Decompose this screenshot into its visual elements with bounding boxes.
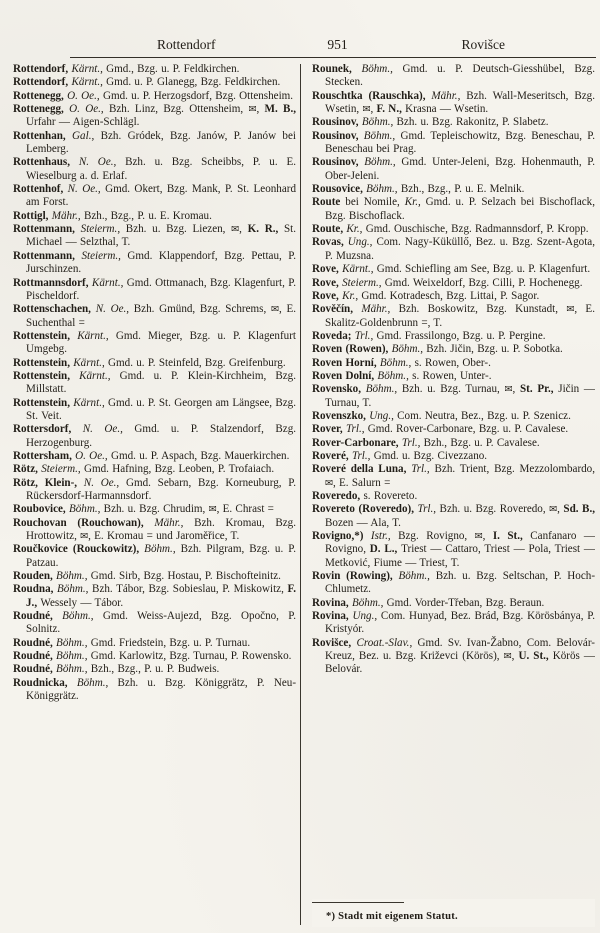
entry-text: Gmd. Tepleischowitz, Bzg. Beneschau, P. Beneschau bei Prag.: [325, 129, 595, 156]
entry-text: Gmd. Unter-Jeleni, Bzg. Hohenmauth, P. Ober-Jeleni.: [325, 156, 595, 182]
entry-text: Triest — Cattaro, Triest — Pola, Triest — Metković, Fiume — Triest, T.: [325, 543, 595, 569]
entry-region-abbrev: Böhm.,: [365, 383, 402, 396]
entry-region-abbrev: Böhm.,: [379, 356, 415, 369]
entry-region-abbrev: Ung.,: [347, 236, 377, 249]
gazetteer-entry: [13, 357, 296, 370]
entry-region-abbrev: Böhm.,: [56, 636, 91, 649]
entry-headword: Rove,: [312, 263, 343, 276]
entry-railway-abbrev: F. J.,: [26, 583, 296, 609]
gazetteer-entry: [312, 503, 595, 530]
entry-region-abbrev: Trl.,: [345, 423, 368, 436]
gazetteer-entry: [13, 277, 296, 304]
entry-headword: Rovereto (Roveredo),: [312, 503, 418, 516]
entry-headword: Roveré della Luna,: [312, 463, 412, 476]
entry-headword: Roudna,: [13, 583, 57, 596]
gazetteer-entry: [13, 156, 296, 183]
entry-text: St. Michael — Selzthal, T.: [26, 223, 296, 249]
entry-headword: Rottenstein,: [13, 329, 78, 342]
post-horn-icon: ✉: [362, 104, 371, 116]
gazetteer-entry: [13, 663, 296, 676]
entry-headword: Rounek,: [312, 63, 362, 75]
entry-region-abbrev: Böhm.,: [56, 570, 91, 583]
gazetteer-entry: [13, 503, 296, 516]
gazetteer-entry: [13, 370, 296, 397]
entry-region-abbrev: Kärnt.,: [71, 76, 107, 89]
entry-text: Gmd. Okert, Bzg. Mank, P. St. Leonhard am Forst.: [26, 183, 296, 209]
entry-text: Canfanaro — Rovigno,: [325, 530, 595, 556]
gazetteer-entry: [13, 397, 296, 424]
entry-headword: Rove,: [312, 289, 343, 302]
post-horn-icon: ✉: [80, 531, 89, 543]
entry-railway-abbrev: I. St.,: [492, 530, 531, 543]
entry-text: , E. Suchenthal =: [26, 303, 296, 329]
entry-headword: Roudné,: [13, 610, 63, 623]
entry-region-abbrev: N. Oe.,: [95, 303, 134, 316]
page-number: 951: [327, 37, 348, 52]
gazetteer-entry: [312, 463, 595, 490]
post-horn-icon: ✉: [208, 504, 217, 516]
entry-text: ,: [370, 103, 377, 116]
entry-headword: Roubovice,: [13, 503, 69, 516]
entry-text: Bzg. Rovigno,: [398, 530, 475, 543]
entry-headword: Roveda;: [312, 329, 355, 342]
entry-region-abbrev: Ung.,: [352, 610, 381, 623]
entry-headword: Rottmannsdorf,: [13, 276, 92, 289]
entry-headword: Rover,: [312, 423, 346, 436]
entry-text: Bzh. Gmünd, Bzg. Schrems,: [133, 303, 271, 316]
entry-railway-abbrev: St. Pr.,: [519, 383, 559, 396]
entry-region-abbrev: Croat.-Slav.,: [356, 636, 418, 649]
entry-region-abbrev: N. Oe.,: [78, 156, 126, 169]
entry-text: Gmd. u. P. Herzogsdorf, Bzg. Ottensheim.: [102, 89, 294, 102]
gazetteer-entry: [312, 570, 595, 597]
entry-headword: Roudné,: [13, 636, 57, 649]
entry-text: Gmd., Bzg. u. P. Feldkirchen.: [106, 63, 240, 75]
gazetteer-entry: [312, 277, 595, 290]
entry-headword: Rottenmann,: [13, 249, 82, 262]
entry-headword: Roven Horní,: [312, 356, 380, 369]
entry-text: Gmd. Mieger, Bzg. u. P. Klagenfurt Umgebg.: [26, 329, 296, 356]
gazetteer-entry: [312, 610, 595, 637]
gazetteer-entry: [312, 490, 595, 503]
gazetteer-entry: [13, 543, 296, 570]
entry-text: Bzh. Trient, Bzg. Mezzolombardo,: [434, 463, 595, 476]
gazetteer-entry: [13, 223, 296, 250]
entry-headword: Rottenstein,: [13, 356, 74, 369]
entry-headword: Route: [312, 196, 341, 209]
gazetteer-entry: [312, 290, 595, 303]
footnote: [312, 899, 595, 927]
entry-text: ,: [511, 650, 519, 663]
entry-text: Bzh. u. Bzg. Königgrätz, P. Neu-Königgrätz.: [26, 676, 296, 703]
post-horn-icon: ✉: [270, 304, 279, 316]
entry-text: ,: [557, 503, 564, 516]
gazetteer-entry: [13, 63, 296, 76]
entry-region-abbrev: O. Oe.,: [67, 89, 103, 102]
entry-text: Krasna — Wsetin.: [405, 103, 489, 116]
entry-text: Gmd. Sebarn, Bzg. Korneuburg, P. Rückersdorf-Harmannsdorf.: [26, 476, 296, 502]
gazetteer-entry: [312, 343, 595, 356]
entry-headword: Rouden,: [13, 570, 57, 583]
entry-text: Com. Nagy-Küküllő, Bez. u. Bzg. Szent-Agota, P. Muzsna.: [325, 236, 595, 262]
gazetteer-entry: [312, 330, 595, 343]
entry-headword: Roveredo,: [312, 490, 364, 502]
entry-region-abbrev: N. Oe.,: [82, 423, 135, 436]
entry-region-abbrev: Böhm.,: [62, 610, 103, 623]
gazetteer-entry: [312, 450, 595, 463]
entry-headword: Rötz, Klein-,: [13, 476, 84, 489]
entry-region-abbrev: Gal.,: [72, 129, 101, 142]
entry-headword: Rouchovan (Rouchowan),: [13, 516, 155, 529]
entry-headword: Rousinov,: [312, 116, 362, 129]
entry-text: Gmd. u. P. St. Georgen am Längsee, Bzg. St. Veit.: [26, 396, 296, 422]
entry-headword: Rottigl,: [13, 209, 52, 222]
gazetteer-entry: [312, 637, 595, 677]
entry-text: Gmd. Frassilongo, Bzg. u. P. Pergine.: [376, 329, 546, 342]
entry-text: Gmd. Ottmanach, Bzg. Klagenfurt, P. Pischeldorf.: [26, 276, 296, 302]
entry-railway-abbrev: M. B.,: [264, 103, 296, 116]
entry-headword: Rottenstein,: [13, 369, 80, 382]
entry-text: Gmd. Weiss-Aujezd, Bzg. Opočno, P. Solnitz.: [26, 610, 296, 636]
entry-region-abbrev: Trl.,: [351, 449, 374, 462]
entry-region-abbrev: Kärnt.,: [73, 396, 109, 409]
header-right-catchword: Rovišce: [461, 37, 506, 52]
gazetteer-entry: [13, 423, 296, 450]
entry-headword: Rottenhan,: [13, 129, 73, 142]
header-rule: [70, 57, 596, 58]
gazetteer-entry: [13, 76, 296, 89]
entry-region-abbrev: Kärnt.,: [71, 63, 107, 75]
entry-text: , E. Chrast =: [216, 503, 274, 516]
entry-text: Bzh. u. Bzg. Liezen,: [125, 223, 232, 236]
entry-text: Gmd. u. P. Steinfeld, Bzg. Greifenburg.: [108, 356, 286, 369]
gazetteer-entry: [312, 130, 595, 157]
entry-region-abbrev: Ung.,: [369, 409, 398, 422]
gazetteer-entry: [13, 637, 296, 650]
gazetteer-entry: [312, 530, 595, 570]
gazetteer-entry: [312, 156, 595, 183]
entry-text: Bzh. Jičin, Bzg. u. P. Sobotka.: [426, 343, 563, 356]
gazetteer-entry: [312, 90, 595, 117]
entry-headword: Rottenhof,: [13, 183, 68, 196]
gazetteer-entry: [312, 303, 595, 330]
entry-region-abbrev: O. Oe.,: [75, 449, 111, 462]
gazetteer-entry: [13, 90, 296, 103]
gazetteer-entry: [13, 463, 296, 476]
entry-region-abbrev: N. Oe.,: [67, 183, 106, 196]
gazetteer-entry: [312, 196, 595, 223]
entry-text: Bzh. Pilgram, Bzg. u. P. Patzau.: [26, 543, 296, 569]
entry-railway-abbrev: D. L.,: [369, 543, 402, 556]
entry-railway-abbrev: K. R.,: [247, 223, 284, 236]
entry-text: Jičin — Turnau, T.: [325, 383, 595, 409]
entry-headword: Rottendorf,: [13, 63, 72, 75]
entry-text: Gmd. Vorder-Třeban, Bzg. Beraun.: [386, 596, 545, 609]
entry-region-abbrev: Böhm.,: [361, 116, 397, 129]
entry-region-abbrev: Mähr.,: [361, 303, 399, 316]
entry-text: Bzh. u. Bzg. Rakonitz, P. Slabetz.: [396, 116, 549, 129]
gazetteer-entry: [312, 263, 595, 276]
entry-region-abbrev: Böhm.,: [364, 156, 402, 169]
entry-text: Gmd. Sv. Ivan-Žabno, Com. Belovár-Kreuz, Bez. u. Bzg. Križevci (Körös),: [325, 636, 595, 663]
entry-headword: Rovin (Rowing),: [312, 570, 399, 583]
entry-text: , E. Salurn =: [332, 476, 391, 489]
entry-text: ,: [239, 223, 248, 236]
entry-text: Bzh. u. Bzg. Turnau,: [401, 383, 505, 396]
gazetteer-entry: [13, 183, 296, 210]
entry-region-abbrev: Böhm.,: [68, 503, 104, 516]
entry-region-abbrev: Kr.,: [346, 223, 366, 236]
right-column: [312, 63, 595, 929]
post-horn-icon: ✉: [474, 531, 483, 543]
gazetteer-entry: [13, 677, 296, 704]
gazetteer-entry: [312, 63, 595, 90]
entry-text: Gmd. Sirb, Bzg. Hostau, P. Bischofteinitz.: [90, 570, 281, 583]
entry-region-abbrev: Steierm.,: [342, 276, 385, 289]
entry-text: ,: [256, 103, 265, 116]
entry-text: Gmd. u. Bzg. Civezzano.: [373, 449, 488, 462]
entry-headword: Rovigno,*): [312, 530, 371, 543]
entry-text: Bzh., Bzg., P. u. E. Melnik.: [400, 183, 525, 196]
entry-region-abbrev: Steierm.,: [81, 249, 128, 262]
footnote-rule: [312, 902, 404, 903]
entry-text: Gmd. Kotradesch, Bzg. Littai, P. Sagor.: [361, 289, 540, 302]
entry-region-abbrev: Böhm.,: [361, 63, 403, 75]
gazetteer-entry: [13, 210, 296, 223]
entry-region-abbrev: Mähr.,: [51, 209, 84, 222]
entry-region-abbrev: Trl.,: [411, 463, 435, 476]
entry-headword: Rovina,: [312, 610, 353, 623]
entry-headword: Rottersham,: [13, 449, 76, 462]
entry-text: Körös — Belovár.: [325, 650, 595, 676]
entry-text: Gmd. Friedstein, Bzg. u. P. Turnau.: [90, 636, 251, 649]
entry-headword: Roučkovice (Rouckowitz),: [13, 543, 145, 556]
right-column-entries: [312, 63, 595, 677]
entry-headword: Route,: [312, 223, 347, 236]
entry-region-abbrev: Mähr.,: [154, 516, 195, 529]
entry-text: Bzh. u. Bzg. Scheibbs, P. u. E. Wieselburg a. d. Erlaf.: [26, 156, 296, 182]
entry-text: Bzh. Boskowitz, Bzg. Kunstadt,: [398, 303, 567, 316]
entry-text: Gmd. Schiefling am See, Bzg. u. P. Klagenfurt.: [376, 263, 591, 276]
entry-headword: Rovensko,: [312, 383, 366, 396]
entry-region-abbrev: Böhm.,: [391, 343, 427, 356]
entry-region-abbrev: Böhm.,: [57, 583, 93, 596]
footnote-text: *) Stadt mit eigenem Statut.: [326, 911, 458, 922]
text-columns: [13, 63, 595, 929]
entry-text: Bzh. Linz, Bzg. Ottensheim,: [108, 103, 249, 116]
entry-headword: Rouschtka (Rauschka),: [312, 89, 432, 102]
entry-headword: Rovišce,: [312, 636, 357, 649]
entry-region-abbrev: Kr.,: [342, 289, 362, 302]
post-horn-icon: ✉: [231, 224, 240, 236]
entry-text: Bzh. Gródek, Bzg. Janów, P. Janów bei Lemberg.: [26, 129, 296, 156]
entry-region-abbrev: Böhm.,: [351, 596, 387, 609]
entry-text: ,: [512, 383, 520, 396]
entry-headword: Rottenegg,: [13, 89, 68, 102]
entry-region-abbrev: Böhm.,: [398, 570, 436, 583]
entry-region-abbrev: Steierm.,: [41, 463, 84, 476]
entry-text: s. Rowen, Unter-.: [412, 369, 492, 382]
gazetteer-entry: [312, 437, 595, 450]
entry-headword: Rottenschachen,: [13, 303, 96, 316]
post-horn-icon: ✉: [248, 104, 257, 116]
gazetteer-entry: [312, 423, 595, 436]
gazetteer-entry: [13, 583, 296, 610]
entry-text: , E. Skalitz-Goldenbrunn =, T.: [325, 303, 595, 329]
entry-headword: Rousinov,: [312, 156, 365, 169]
entry-text: Com. Hunyad, Bez. Brád, Bzg. Körösbánya, P. Kristyór.: [325, 610, 595, 636]
entry-region-abbrev: N. Oe.,: [83, 476, 126, 489]
entry-region-abbrev: Böhm.,: [363, 129, 401, 142]
entry-headword: Rötz,: [13, 463, 42, 476]
gazetteer-entry: [13, 450, 296, 463]
entry-region-abbrev: Böhm.,: [76, 676, 118, 689]
gazetteer-entry: [13, 103, 296, 130]
entry-text: Gmd. Rover-Carbonare, Bzg. u. P. Cavalese.: [367, 423, 569, 436]
entry-headword: Rousinov,: [312, 129, 364, 142]
entry-text: ,: [482, 530, 493, 543]
gazetteer-entry: [13, 330, 296, 357]
entry-text: Bzh., Bzg., P. u. E. Kromau.: [83, 209, 212, 222]
left-column: [13, 63, 296, 929]
entry-region-abbrev: Kr.,: [404, 196, 426, 209]
entry-headword: Rottenmann,: [13, 223, 81, 236]
gazetteer-entry: [312, 357, 595, 370]
entry-headword: Rovenszko,: [312, 409, 370, 422]
entry-headword: Rottenhaus,: [13, 156, 79, 169]
entry-text: Com. Neutra, Bez., Bzg. u. P. Szenicz.: [397, 409, 571, 422]
entry-text: Bzh., Bzg., P. u. P. Budweis.: [90, 663, 220, 676]
entry-text: Gmd. Karlowitz, Bzg. Turnau, P. Rowensko.: [90, 650, 292, 663]
entry-headword: Rottenstein,: [13, 396, 74, 409]
entry-railway-abbrev: U. St.,: [518, 650, 553, 663]
entry-text: Gmd. Weixeldorf, Bzg. Cilli, P. Hochenegg.: [384, 276, 583, 289]
entry-region-abbrev: Böhm.,: [366, 183, 401, 196]
gazetteer-entry: [312, 116, 595, 129]
entry-text: Gmd. Ouschische, Bzg. Radmannsdorf, P. Kropp.: [365, 223, 589, 236]
entry-headword: Rovas,: [312, 236, 348, 249]
entry-region-abbrev: Kärnt.,: [77, 329, 116, 342]
entry-text: Bzh., Bzg. u. P. Cavalese.: [423, 436, 540, 449]
entry-headword: Rove,: [312, 276, 343, 289]
entry-region-abbrev: Böhm.,: [56, 663, 91, 676]
entry-railway-abbrev: F. N.,: [376, 103, 406, 116]
entry-region-abbrev: Mähr.,: [431, 89, 467, 102]
entry-text: Bozen — Ala, T.: [325, 516, 401, 529]
entry-region-abbrev: Böhm.,: [56, 650, 91, 663]
entry-text: Gmd. u. P. Glanegg, Bzg. Feldkirchen.: [106, 76, 281, 89]
post-horn-icon: ✉: [504, 384, 513, 396]
entry-headword: Rousovice,: [312, 183, 367, 196]
entry-text: Bzh. u. Bzg. Chrudim,: [103, 503, 209, 516]
gazetteer-entry: [312, 370, 595, 383]
entry-headword: Rover-Carbonare,: [312, 436, 402, 449]
entry-text: s. Rovereto.: [363, 490, 418, 502]
post-horn-icon: ✉: [503, 651, 512, 663]
entry-headword: Roudné,: [13, 650, 57, 663]
entry-region-abbrev: Kärnt.,: [342, 263, 377, 276]
gazetteer-entry: [13, 650, 296, 663]
post-horn-icon: ✉: [566, 304, 575, 316]
post-horn-icon: ✉: [549, 504, 558, 516]
entry-text: Bzh. Wall-Meseritsch, Bzg. Wsetin,: [325, 89, 595, 116]
entry-headword: Rověčín,: [312, 303, 362, 316]
gazetteer-entry: [13, 477, 296, 504]
gazetteer-entry: [312, 223, 595, 236]
entry-region-abbrev: O. Oe.,: [69, 103, 109, 116]
entry-headword: Roveré,: [312, 449, 352, 462]
gazetteer-entry: [13, 250, 296, 277]
entry-text: Bzh. u. Bzg. Roveredo,: [439, 503, 550, 516]
entry-text: Gmd. u. P. Selzach bei Bischoflack, Bzg. Bischoflack.: [325, 196, 595, 222]
entry-headword: Roudné,: [13, 663, 57, 676]
entry-region-abbrev: Steierm.,: [80, 223, 126, 236]
entry-text: Wessely — Tábor.: [40, 596, 124, 609]
running-header: [70, 37, 594, 53]
header-left-catchword: Rottendorf: [157, 37, 216, 52]
gazetteer-entry: [312, 597, 595, 610]
gazetteer-entry: [312, 383, 595, 410]
gazetteer-entry: [13, 130, 296, 157]
gazetteer-entry: [312, 183, 595, 196]
entry-headword: Rottersdorf,: [13, 423, 83, 436]
entry-headword: Rottenegg,: [13, 103, 70, 116]
gazetteer-entry: [13, 517, 296, 544]
entry-text: Gmd. Klappendorf, Bzg. Pettau, P. Jurschinzen.: [26, 249, 296, 276]
entry-headword: Roudnicka,: [13, 676, 77, 689]
gazetteer-entry: [312, 410, 595, 423]
entry-region-abbrev: Kärnt.,: [79, 369, 120, 382]
entry-text: Bzh. u. Bzg. Seltschan, P. Hoch-Chlumetz.: [325, 570, 595, 596]
entry-region-abbrev: Trl.,: [401, 436, 424, 449]
entry-text: Gmd. u. P. Klein-Kirchheim, Bzg. Millstatt.: [26, 369, 296, 396]
entry-headword: Roven (Rowen),: [312, 343, 392, 356]
entry-region-abbrev: Böhm.,: [144, 543, 181, 556]
entry-text: s. Rowen, Ober-.: [414, 356, 491, 369]
entry-text: Gmd. Hafning, Bzg. Leoben, P. Trofaiach.: [83, 463, 275, 476]
gazetteer-entry: [312, 236, 595, 263]
entry-text: Gmd. u. P. Stalzendorf, Bzg. Herzogenburg.: [26, 423, 296, 449]
entry-headword: Roven Dolní,: [312, 369, 378, 382]
entry-text: Bzh. Kromau, Bzg. Hrottowitz,: [26, 516, 296, 543]
entry-region-abbrev: Kärnt.,: [91, 276, 127, 289]
entry-region-abbrev: Istr.,: [370, 530, 399, 543]
entry-text: Gmd. u. P. Deutsch-Giesshübel, Bzg. Stecken.: [325, 63, 595, 89]
entry-region-abbrev: Trl.,: [417, 503, 440, 516]
entry-text: Gmd. u. P. Aspach, Bzg. Mauerkirchen.: [110, 449, 290, 462]
entry-region-abbrev: Trl.,: [354, 329, 377, 342]
gazetteer-entry: [13, 303, 296, 330]
entry-text: bei Nomile,: [340, 196, 405, 209]
entry-text: Urfahr — Aigen-Schlägl.: [26, 116, 140, 129]
post-horn-icon: ✉: [325, 477, 333, 489]
entry-railway-abbrev: Sd. B.,: [563, 503, 595, 516]
entry-text: Bzh. Tábor, Bzg. Sobieslau, P. Miskowitz,: [92, 583, 288, 596]
gazetteer-entry: [13, 570, 296, 583]
entry-region-abbrev: Böhm.,: [377, 369, 413, 382]
entry-region-abbrev: Kärnt.,: [73, 356, 108, 369]
entry-headword: Rottendorf,: [13, 76, 72, 89]
gazetteer-entry: [13, 610, 296, 637]
entry-text: , E. Kromau = und Jaroměřice, T.: [88, 530, 240, 543]
entry-headword: Rovina,: [312, 596, 352, 609]
